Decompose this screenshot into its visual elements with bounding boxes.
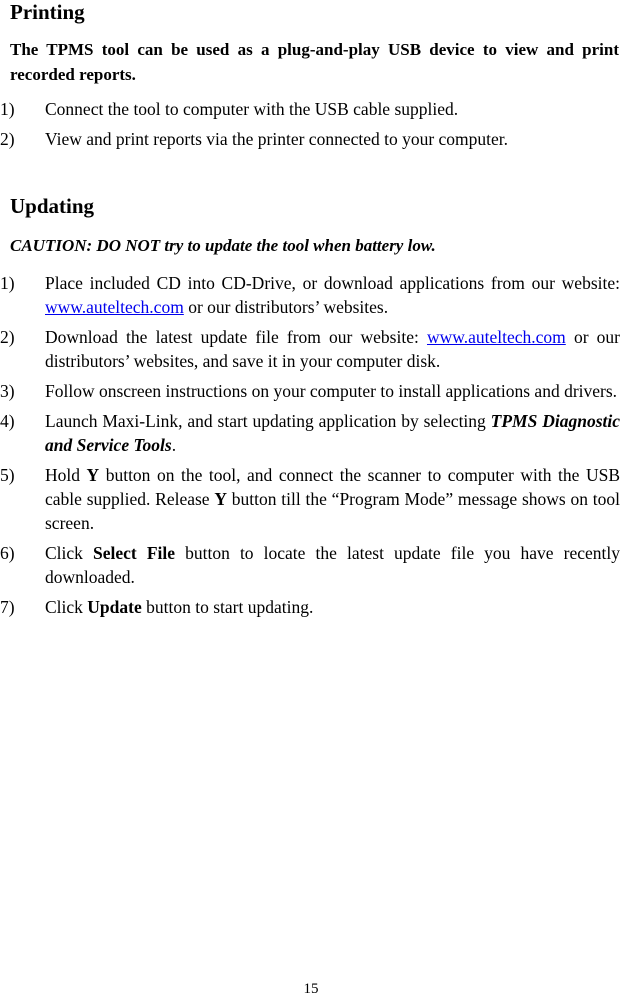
key-label: Y bbox=[86, 465, 100, 485]
printing-intro: The TPMS tool can be used as a plug-and-play USB device to view and print recorded reports. bbox=[10, 40, 619, 84]
updating-step-1 bbox=[0, 271, 622, 319]
updating-step-5 bbox=[0, 463, 622, 535]
step-text: Launch Maxi-Link, and start updating application by selecting TPMS Diagnostic and Service Tools. bbox=[45, 411, 620, 455]
printing-step-2 bbox=[0, 127, 622, 151]
step-number: 2) bbox=[0, 129, 15, 149]
step-number: 3) bbox=[0, 381, 15, 401]
website-link[interactable]: www.auteltech.com bbox=[45, 297, 184, 317]
button-label: Select File bbox=[93, 543, 176, 563]
printing-steps bbox=[0, 97, 622, 151]
step-number: 2) bbox=[0, 327, 15, 347]
step-number: 4) bbox=[0, 411, 15, 431]
step-text: Click Select File button to locate the latest update file you have recently downloaded. bbox=[45, 543, 621, 587]
step-text: Connect the tool to computer with the USB cable supplied. bbox=[45, 99, 459, 119]
app-name: TPMS Diagnostic and Service Tools bbox=[45, 411, 620, 455]
step-text: Place included CD into CD-Drive, or download applications from our website: www.auteltech.com or our distributors’ websites. bbox=[45, 273, 620, 317]
step-number: 6) bbox=[0, 543, 15, 563]
printing-step-1 bbox=[0, 97, 622, 121]
caution-note: CAUTION: DO NOT try to update the tool when battery low. bbox=[10, 236, 436, 255]
updating-steps bbox=[0, 271, 622, 619]
step-number: 1) bbox=[0, 273, 15, 293]
website-link[interactable]: www.auteltech.com bbox=[426, 327, 566, 347]
step-number: 5) bbox=[0, 465, 15, 485]
updating-step-2 bbox=[0, 325, 622, 373]
step-number: 7) bbox=[0, 597, 15, 617]
updating-step-7 bbox=[0, 595, 622, 619]
key-label: Y bbox=[214, 489, 227, 509]
step-text: Download the latest update file from our website: www.auteltech.com or our distributors’ websites, and save it in your computer disk. bbox=[45, 327, 620, 371]
page-number: 15 bbox=[303, 981, 319, 997]
step-text: Follow onscreen instructions on your computer to install applications and drivers. bbox=[45, 381, 618, 401]
updating-step-4 bbox=[0, 409, 622, 457]
step-text: Hold Y button on the tool, and connect the scanner to computer with the USB cable supplied. Release Y button till the “Program Mode” message shows on tool screen. bbox=[45, 465, 620, 533]
step-number: 1) bbox=[0, 99, 15, 119]
updating-step-6 bbox=[0, 541, 622, 589]
printing-heading: Printing bbox=[10, 0, 85, 24]
button-label: Update bbox=[87, 597, 142, 617]
updating-heading: Updating bbox=[10, 194, 95, 218]
step-text: Click Update button to start updating. bbox=[45, 597, 314, 617]
updating-step-3 bbox=[0, 379, 622, 403]
step-text: View and print reports via the printer connected to your computer. bbox=[45, 129, 509, 149]
